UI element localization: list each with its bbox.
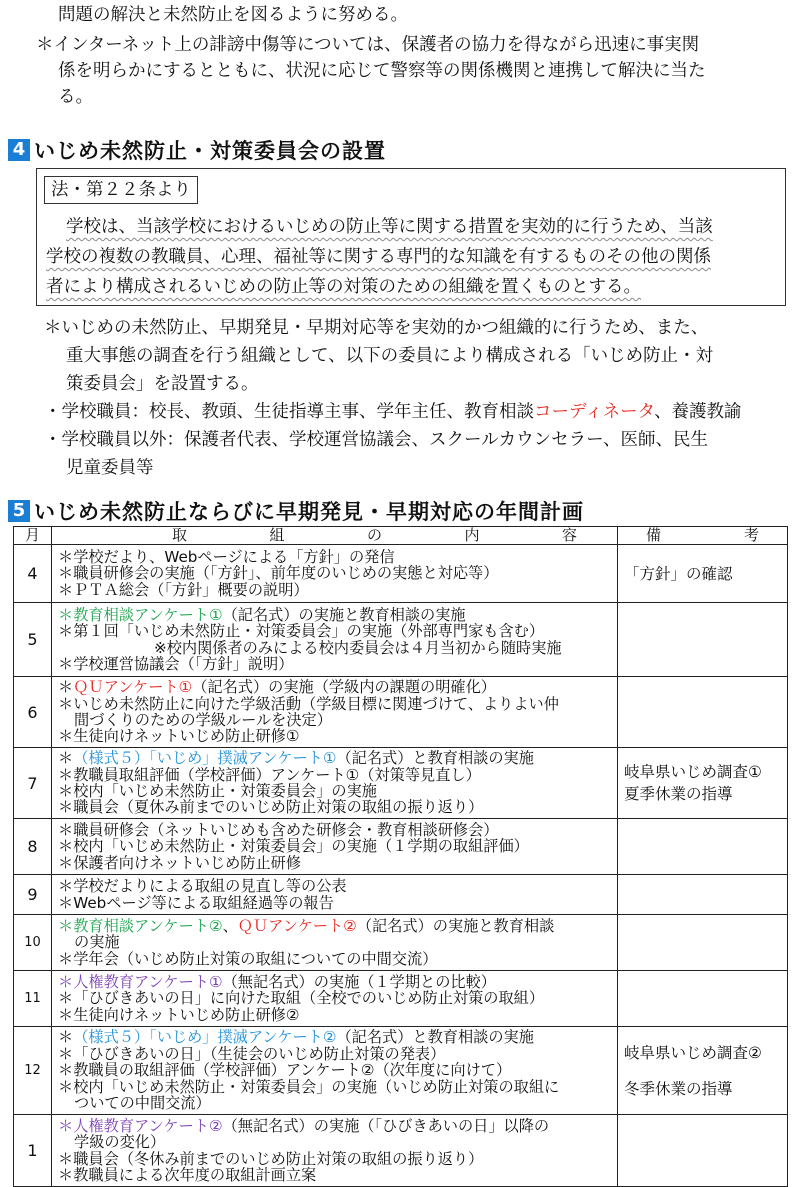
note-header: 備 考 [618,527,788,545]
month-cell: 1 [14,1115,52,1187]
month-cell: 4 [14,545,52,603]
table-row [14,748,788,819]
month-cell: 12 [14,1027,52,1115]
staff-item: 児童委員等 [66,458,154,478]
table-header-row [14,527,788,545]
law-text-line: 学校の複数の教職員、心理、福祉等に関する専門的な知識を有するものその他の関係 [46,247,711,267]
table-row [14,1115,788,1187]
table-row [14,915,788,971]
intro-paragraph-line: る。 [58,87,93,107]
month-cell: 8 [14,819,52,875]
content-cell: ＊学校だより、Webページによる「方針」の発信 ＊職員研修会の実施（「方針」、前年度のいじめの実態と対応等） ＊ＰＴＡ総会（「方針」概要の説明） [52,545,618,603]
intro-paragraph-line: ＊インターネット上の誹謗中傷等については、保護者の協力を得ながら迅速に事実関 [36,35,700,55]
content-header: 取 組 の 内 容 [52,527,618,545]
table-row [14,677,788,748]
section-4-heading [8,137,386,163]
note-cell: 岐阜県いじめ調査② 冬季休業の指導 [618,1027,788,1115]
law-text-line: 者により構成されるいじめの防止等の対策のための組織を置くものとする。 [46,277,641,297]
content-cell: ＊職員研修会（ネットいじめも含めた研修会・教育相談研修会） ＊校内「いじめ未然防止・対策委員会」の実施（１学期の取組評価） ＊保護者向けネットいじめ防止研修 [52,819,618,875]
month-cell: 10 [14,915,52,971]
section-number: 5 [8,500,30,522]
month-cell: 11 [14,971,52,1027]
annual-plan-table [13,526,788,1187]
note-cell [618,603,788,677]
committee-line: ＊いじめの未然防止、早期発見・早期対応等を実効的かつ組織的に行うため、また、 [44,318,709,338]
law-tag: 法・第２２条より [44,176,198,204]
committee-paragraph [44,314,794,398]
note-cell [618,1115,788,1187]
month-cell: 7 [14,748,52,819]
section-title: いじめ未然防止・対策委員会の設置 [34,139,386,163]
law-text [46,212,776,302]
table-row [14,545,788,603]
law-text-line: 学校は、当該学校におけるいじめの防止等に関する措置を実効的に行うため、当該 [66,217,713,237]
content-cell: ＊（様式５）「いじめ」撲滅アンケート②（記名式）と教育相談の実施 ＊「ひびきあいの日」（生徒会のいじめ防止対策の発表） ＊教職員の取組評価（学校評価）アンケート②（次年度に向けて） ＊校内「いじめ未然防止・対策委員会」の実施（いじめ防止対策の取組に ついての中間交流） [52,1027,618,1115]
table-row [14,875,788,915]
note-cell [618,915,788,971]
content-cell: ＊人権教育アンケート①（無記名式）の実施（１学期との比較） ＊「ひびきあいの日」に向けた取組（全校でのいじめ防止対策の取組） ＊生徒向けネットいじめ防止研修② [52,971,618,1027]
note-cell [618,819,788,875]
section-title: いじめ未然防止ならびに早期発見・早期対応の年間計画 [34,500,584,524]
committee-line: 策委員会」を設置する。 [66,374,259,394]
table-row [14,1027,788,1115]
note-cell [618,677,788,748]
content-cell: ＊教育相談アンケート②、ＱＵアンケート②（記名式）の実施と教育相談 の実施 ＊学年会（いじめ防止対策の取組についての中間交流） [52,915,618,971]
staff-list [44,398,794,482]
content-cell: ＊学校だよりによる取組の見直し等の公表 ＊Webページ等による取組経過等の報告 [52,875,618,915]
note-cell [618,875,788,915]
section-5-heading [8,498,584,524]
note-cell: 岐阜県いじめ調査① 夏季休業の指導 [618,748,788,819]
content-cell: ＊教育相談アンケート①（記名式）の実施と教育相談の実施 ＊第１回「いじめ未然防止・対策委員会」の実施（外部専門家も含む） ※校内関係者のみによる校内委員会は４月当初から随時実施 ＊学校運営協議会（「方針」説明） [52,603,618,677]
month-cell: 6 [14,677,52,748]
note-cell [618,971,788,1027]
staff-item: ・学校職員以外：保護者代表、学校運営協議会、スクールカウンセラー、医師、民生 [44,430,708,450]
coordinator-highlight: コーディネータ [534,402,655,422]
table-row [14,819,788,875]
content-cell: ＊人権教育アンケート②（無記名式）の実施（「ひびきあいの日」以降の 学級の変化） ＊職員会（冬休み前までのいじめ防止対策の取組の振り返り） ＊教職員による次年度の取組計画立案 [52,1115,618,1187]
intro-line: 問題の解決と未然防止を図るように努める。 [58,5,408,25]
table-row [14,603,788,677]
intro-paragraph [36,32,796,110]
month-cell: 5 [14,603,52,677]
committee-line: 重大事態の調査を行う組織として、以下の委員により構成される「いじめ防止・対 [66,346,714,366]
content-cell: ＊（様式５）「いじめ」撲滅アンケート①（記名式）と教育相談の実施 ＊教職員取組評価（学校評価）アンケート①（対策等見直し） ＊校内「いじめ未然防止・対策委員会」の実施 ＊職員会（夏休み前までのいじめ防止対策の取組の振り返り） [52,748,618,819]
month-header: 月 [14,527,52,545]
staff-item: ・学校職員：校長、教頭、生徒指導主事、学年主任、教育相談コーディネータ、養護教諭 [44,402,742,422]
section-number: 4 [8,139,30,161]
month-cell: 9 [14,875,52,915]
content-cell: ＊ＱＵアンケート①（記名式）の実施（学級内の課題の明確化） ＊いじめ未然防止に向けた学級活動（学級目標に関連づけて、よりよい仲 間づくりのための学級ルールを決定） ＊生徒向けネットいじめ防止研修① [52,677,618,748]
intro-paragraph-line: 係を明らかにするとともに、状況に応じて警察等の関係機関と連携して解決に当た [58,61,706,81]
table-row [14,971,788,1027]
note-cell: 「方針」の確認 [618,545,788,603]
